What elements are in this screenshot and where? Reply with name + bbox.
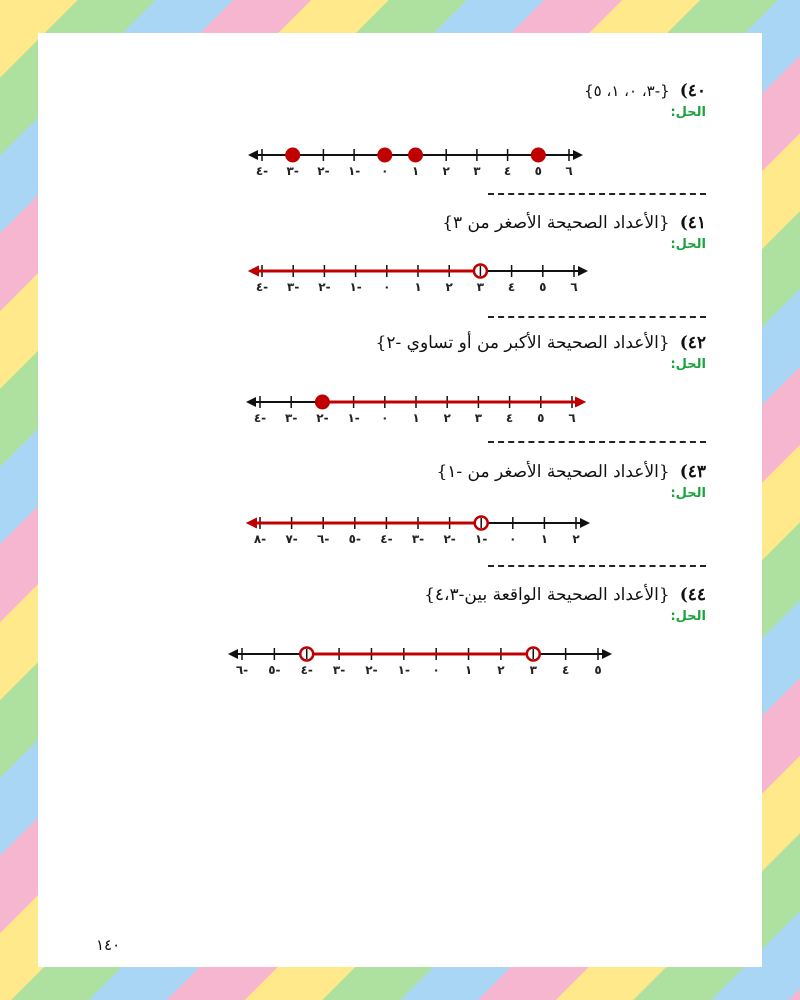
problem-number: ٤٣) (679, 462, 706, 482)
solution-arrow-icon (246, 518, 257, 529)
filled-point (377, 148, 392, 163)
tick-label: ٢ (445, 280, 453, 294)
tick-label: ١- (397, 663, 410, 677)
arrow-left-icon (246, 397, 256, 407)
solution-label: الحل: (670, 486, 706, 501)
problem-set: {الأعداد الصحيحة الأصغر من ٣} (442, 213, 670, 233)
tick-label: ٢ (443, 411, 451, 425)
solution-arrow-icon (575, 397, 586, 408)
tick-label: ٣- (411, 532, 425, 546)
tick-label: ٥- (268, 663, 281, 677)
tick-label: ٠ (381, 164, 389, 178)
separator-line (488, 565, 706, 567)
tick-label: ١- (475, 532, 488, 546)
problem-43 (38, 459, 762, 577)
tick-label: ٦ (565, 164, 573, 178)
number-line (38, 459, 762, 577)
tick-label: ٢ (572, 532, 580, 546)
tick-label: ٥- (348, 532, 361, 546)
tick-label: ٤ (561, 663, 570, 677)
problem-41 (38, 210, 762, 328)
tick-label: ١ (414, 280, 422, 294)
tick-label: ٣ (474, 411, 483, 425)
tick-label: ٤- (255, 280, 269, 294)
filled-point (285, 148, 300, 163)
filled-point (531, 148, 546, 163)
tick-label: ٢- (316, 411, 329, 425)
tick-label: ١- (347, 411, 360, 425)
arrow-right-icon (602, 649, 612, 659)
tick-label: ٠ (383, 280, 391, 294)
tick-label: ٢- (365, 663, 378, 677)
tick-label: ٥ (534, 164, 542, 178)
number-line (38, 582, 762, 700)
tick-label: ٢- (318, 280, 331, 294)
tick-label: ٣- (285, 411, 298, 425)
tick-label: ١ (411, 164, 420, 178)
separator-line (488, 316, 706, 318)
problem-40 (38, 78, 762, 196)
tick-label: ٣- (286, 164, 299, 178)
problem-44 (38, 582, 762, 700)
separator-line (488, 441, 706, 443)
tick-label: ١- (347, 164, 361, 178)
tick-label: ٢ (497, 663, 505, 677)
tick-label: ٤ (505, 411, 514, 425)
solution-label: الحل: (670, 105, 706, 120)
tick-label: ٥ (537, 411, 545, 425)
tick-label: ١ (412, 411, 420, 425)
tick-label: ٧- (285, 532, 298, 546)
filled-point (315, 395, 330, 410)
tick-label: ٥ (539, 280, 547, 294)
tick-label: ٤ (507, 280, 516, 294)
solution-arrow-icon (248, 266, 259, 277)
tick-label: ٣ (473, 164, 481, 178)
tick-label: ١ (464, 663, 473, 677)
tick-label: ٠ (381, 411, 389, 425)
number-line (38, 210, 762, 328)
arrow-left-icon (248, 150, 258, 160)
tick-label: ٣ (476, 280, 485, 294)
arrow-right-icon (573, 150, 583, 160)
problem-number: ٤٢) (679, 333, 706, 353)
tick-label: ٠ (509, 532, 517, 546)
tick-label: ٤ (503, 164, 512, 178)
tick-label: ٦- (317, 532, 330, 546)
tick-label: ٤- (255, 164, 269, 178)
tick-label: ٠ (432, 663, 440, 677)
solution-label: الحل: (670, 357, 706, 372)
arrow-right-icon (578, 266, 588, 276)
tick-label: ٢ (442, 164, 450, 178)
tick-label: ٦ (570, 280, 578, 294)
tick-label: ٤- (300, 663, 313, 677)
tick-label: ٢- (317, 164, 330, 178)
number-line (38, 78, 762, 196)
problem-set: {الأعداد الصحيحة الواقعة بين-٤،٣} (424, 585, 670, 605)
worksheet-page (38, 33, 762, 967)
separator-line (488, 193, 706, 195)
arrow-right-icon (580, 518, 590, 528)
problem-set: {الأعداد الصحيحة الأصغر من -١} (436, 462, 670, 482)
tick-label: ٦- (235, 663, 249, 677)
tick-label: ١- (349, 280, 362, 294)
tick-label: ٣- (332, 663, 346, 677)
tick-label: ٥ (594, 663, 602, 677)
tick-label: ٢- (443, 532, 456, 546)
solution-label: الحل: (670, 609, 706, 624)
tick-label: ٦ (568, 411, 576, 425)
filled-point (408, 148, 423, 163)
tick-label: ٨- (253, 532, 267, 546)
problem-42 (38, 330, 762, 448)
tick-label: ٤- (253, 411, 267, 425)
page-number: ١٤٠ (96, 936, 121, 954)
arrow-left-icon (228, 649, 238, 659)
solution-label: الحل: (670, 237, 706, 252)
tick-label: ١ (540, 532, 549, 546)
number-line (38, 330, 762, 448)
problem-number: ٤٤) (679, 585, 706, 605)
tick-label: ٣ (529, 663, 537, 677)
problem-set: {-٣، ٠، ١، ٥} (584, 82, 670, 100)
problem-number: ٤١) (679, 213, 706, 233)
tick-label: ٤- (380, 532, 393, 546)
tick-label: ٣- (287, 280, 300, 294)
problem-number: ٤٠) (679, 81, 706, 101)
problem-set: {الأعداد الصحيحة الأكبر من أو تساوي -٢} (375, 333, 670, 353)
